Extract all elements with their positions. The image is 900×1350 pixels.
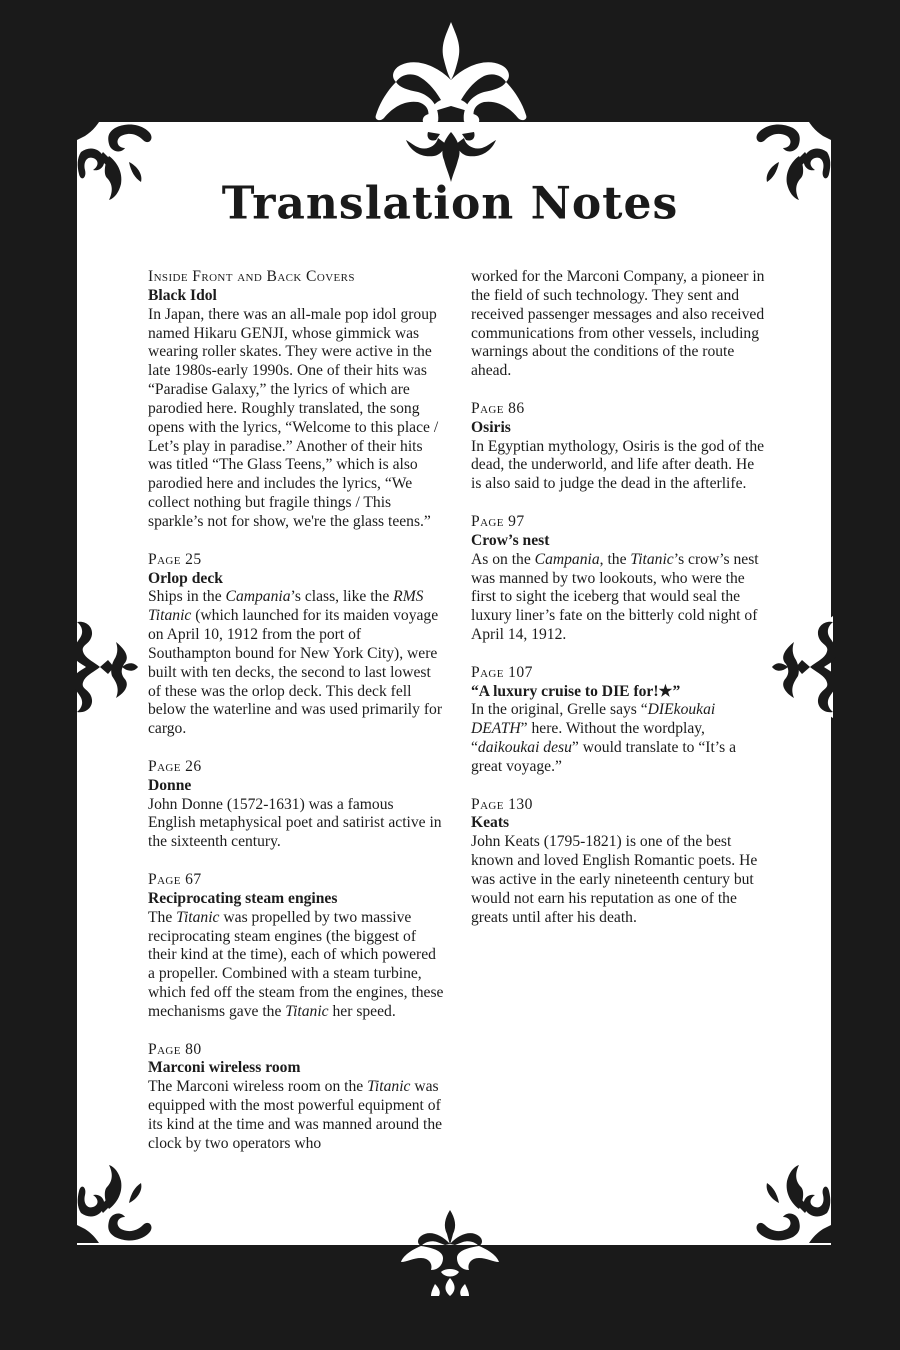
notes-column-right <box>471 268 767 946</box>
italic-title: Titanic <box>285 1002 329 1020</box>
note-term: Black Idol <box>148 286 217 304</box>
side-flourish-left-icon <box>50 612 140 722</box>
italic-title: Titanic <box>176 908 220 926</box>
fleur-de-lis-top-icon <box>366 10 536 185</box>
note-osiris <box>471 400 767 494</box>
note-term: Orlop deck <box>148 569 223 587</box>
note-body <box>148 909 444 1022</box>
page-label: Page 107 <box>471 663 533 681</box>
note-steam-engines <box>148 871 444 1022</box>
note-marconi-continued <box>471 268 767 381</box>
note-term: Osiris <box>471 418 511 436</box>
side-flourish-right-icon <box>770 612 860 722</box>
italic-title: Titanic <box>630 550 674 568</box>
note-term: Donne <box>148 776 192 794</box>
body-text-run: ’s crow’s nest was manned by two lookouts, who were the first to sight the iceberg that would seal the luxury liner’s fate on the bitterly cold night of April 14, 1912. <box>471 550 759 644</box>
note-body <box>148 588 444 739</box>
note-marconi-room <box>148 1041 444 1154</box>
notes-column-left <box>148 268 444 1173</box>
note-term: “A luxury cruise to DIE for!★” <box>471 682 681 700</box>
note-term: Reciprocating steam engines <box>148 889 338 907</box>
page-label: Page 86 <box>471 399 525 417</box>
note-term: Keats <box>471 814 510 832</box>
note-body: John Donne (1572-1631) was a famous English metaphysical poet and satirist active in the sixteenth century. <box>148 795 442 851</box>
body-text-run: was propelled by two massive reciprocating steam engines (the biggest of their kind at the time), each of which powered a propeller. Combined with a steam turbine, which fed off the steam from the engines, these mechanisms gave the <box>148 908 444 1020</box>
body-text-run: ” would translate to “It’s a great voyage.” <box>471 739 737 775</box>
fleur-de-lis-bottom-icon <box>395 1208 505 1296</box>
corner-flourish-bottom-left-icon <box>77 1163 159 1245</box>
page-label: Page 25 <box>148 550 202 568</box>
body-text-run: ’s class, like the <box>290 588 394 606</box>
italic-term: daikoukai desu <box>477 739 572 757</box>
body-text-run: was equipped with the most powerful equipment of its kind at the time and was manned around the clock by two operators who <box>148 1078 443 1152</box>
body-text-run: The <box>148 908 177 926</box>
note-body <box>471 701 767 776</box>
italic-term: DIEkoukai DEATH <box>471 701 716 738</box>
page-label: Page 130 <box>471 795 533 813</box>
note-body: In Japan, there was an all-male pop idol group named Hikaru GENJI, whose gimmick was wearing roller skates. They were active in the late 1980s-early 1990s. One of their hits was “Paradise Galaxy,” the lyrics of which are parodied here. Roughly translated, the song opens with the lyrics, “Welcome to this place / Let’s play in paradise.” Another of their hits was titled “The Glass Teens,” which is also parodied here and includes the lyrics, “We collect nothing but fragile things / This sparkle’s not for show, we're the glass teens.” <box>148 305 439 530</box>
note-body: In Egyptian mythology, Osiris is the god of the dead, the underworld, and life after death. He is also said to judge the dead in the afterlife. <box>471 437 765 493</box>
page-title: Translation Notes <box>221 177 679 230</box>
note-term: Crow’s nest <box>471 531 550 549</box>
body-text-run: , the <box>599 550 631 568</box>
italic-title: Campania <box>534 550 600 568</box>
note-orlop-deck <box>148 551 444 739</box>
body-text-run: ” here. Without the wordplay, “ <box>471 720 705 757</box>
italic-title: Titanic <box>367 1078 411 1096</box>
body-text-run: (which launched for its maiden voyage on April 10, 1912 from the port of Southampton bound for New York City), were built with ten decks, the second to last lowest of these was the orlop deck. This deck fell below the waterline and was used primarily for cargo. <box>148 607 443 738</box>
page-label: Page 26 <box>148 757 202 775</box>
body-text-run: In the original, Grelle says “ <box>471 701 648 719</box>
note-donne <box>148 758 444 852</box>
note-body <box>471 551 767 645</box>
italic-title: RMS Titanic <box>148 588 424 625</box>
note-keats <box>471 796 767 928</box>
page-label: Page 67 <box>148 871 202 888</box>
body-text-run: Ships in the <box>148 588 226 606</box>
body-text-run: The Marconi wireless room on the <box>148 1078 368 1096</box>
page-label: Page 80 <box>148 1040 202 1058</box>
body-text-run: As on the <box>471 550 535 568</box>
note-luxury-cruise <box>471 664 767 777</box>
note-body <box>148 1078 444 1153</box>
note-body: John Keats (1795-1821) is one of the best known and loved English Romantic poets. He was active in the early nineteenth century but would not earn his reputation as one of the greats until after his death. <box>471 833 758 926</box>
page-label: Inside Front and Back Covers <box>148 268 355 285</box>
note-body: worked for the Marconi Company, a pioneer in the field of such technology. They sent and received passenger messages and also received communications from other vessels, including warnings about the conditions of the route ahead. <box>471 268 765 380</box>
note-term: Marconi wireless room <box>148 1059 301 1077</box>
italic-title: Campania <box>225 588 291 606</box>
page-label: Page 97 <box>471 512 525 530</box>
body-text-run: her speed. <box>328 1002 396 1020</box>
corner-flourish-bottom-right-icon <box>749 1163 831 1245</box>
note-crows-nest <box>471 513 767 645</box>
note-black-idol <box>148 268 444 532</box>
